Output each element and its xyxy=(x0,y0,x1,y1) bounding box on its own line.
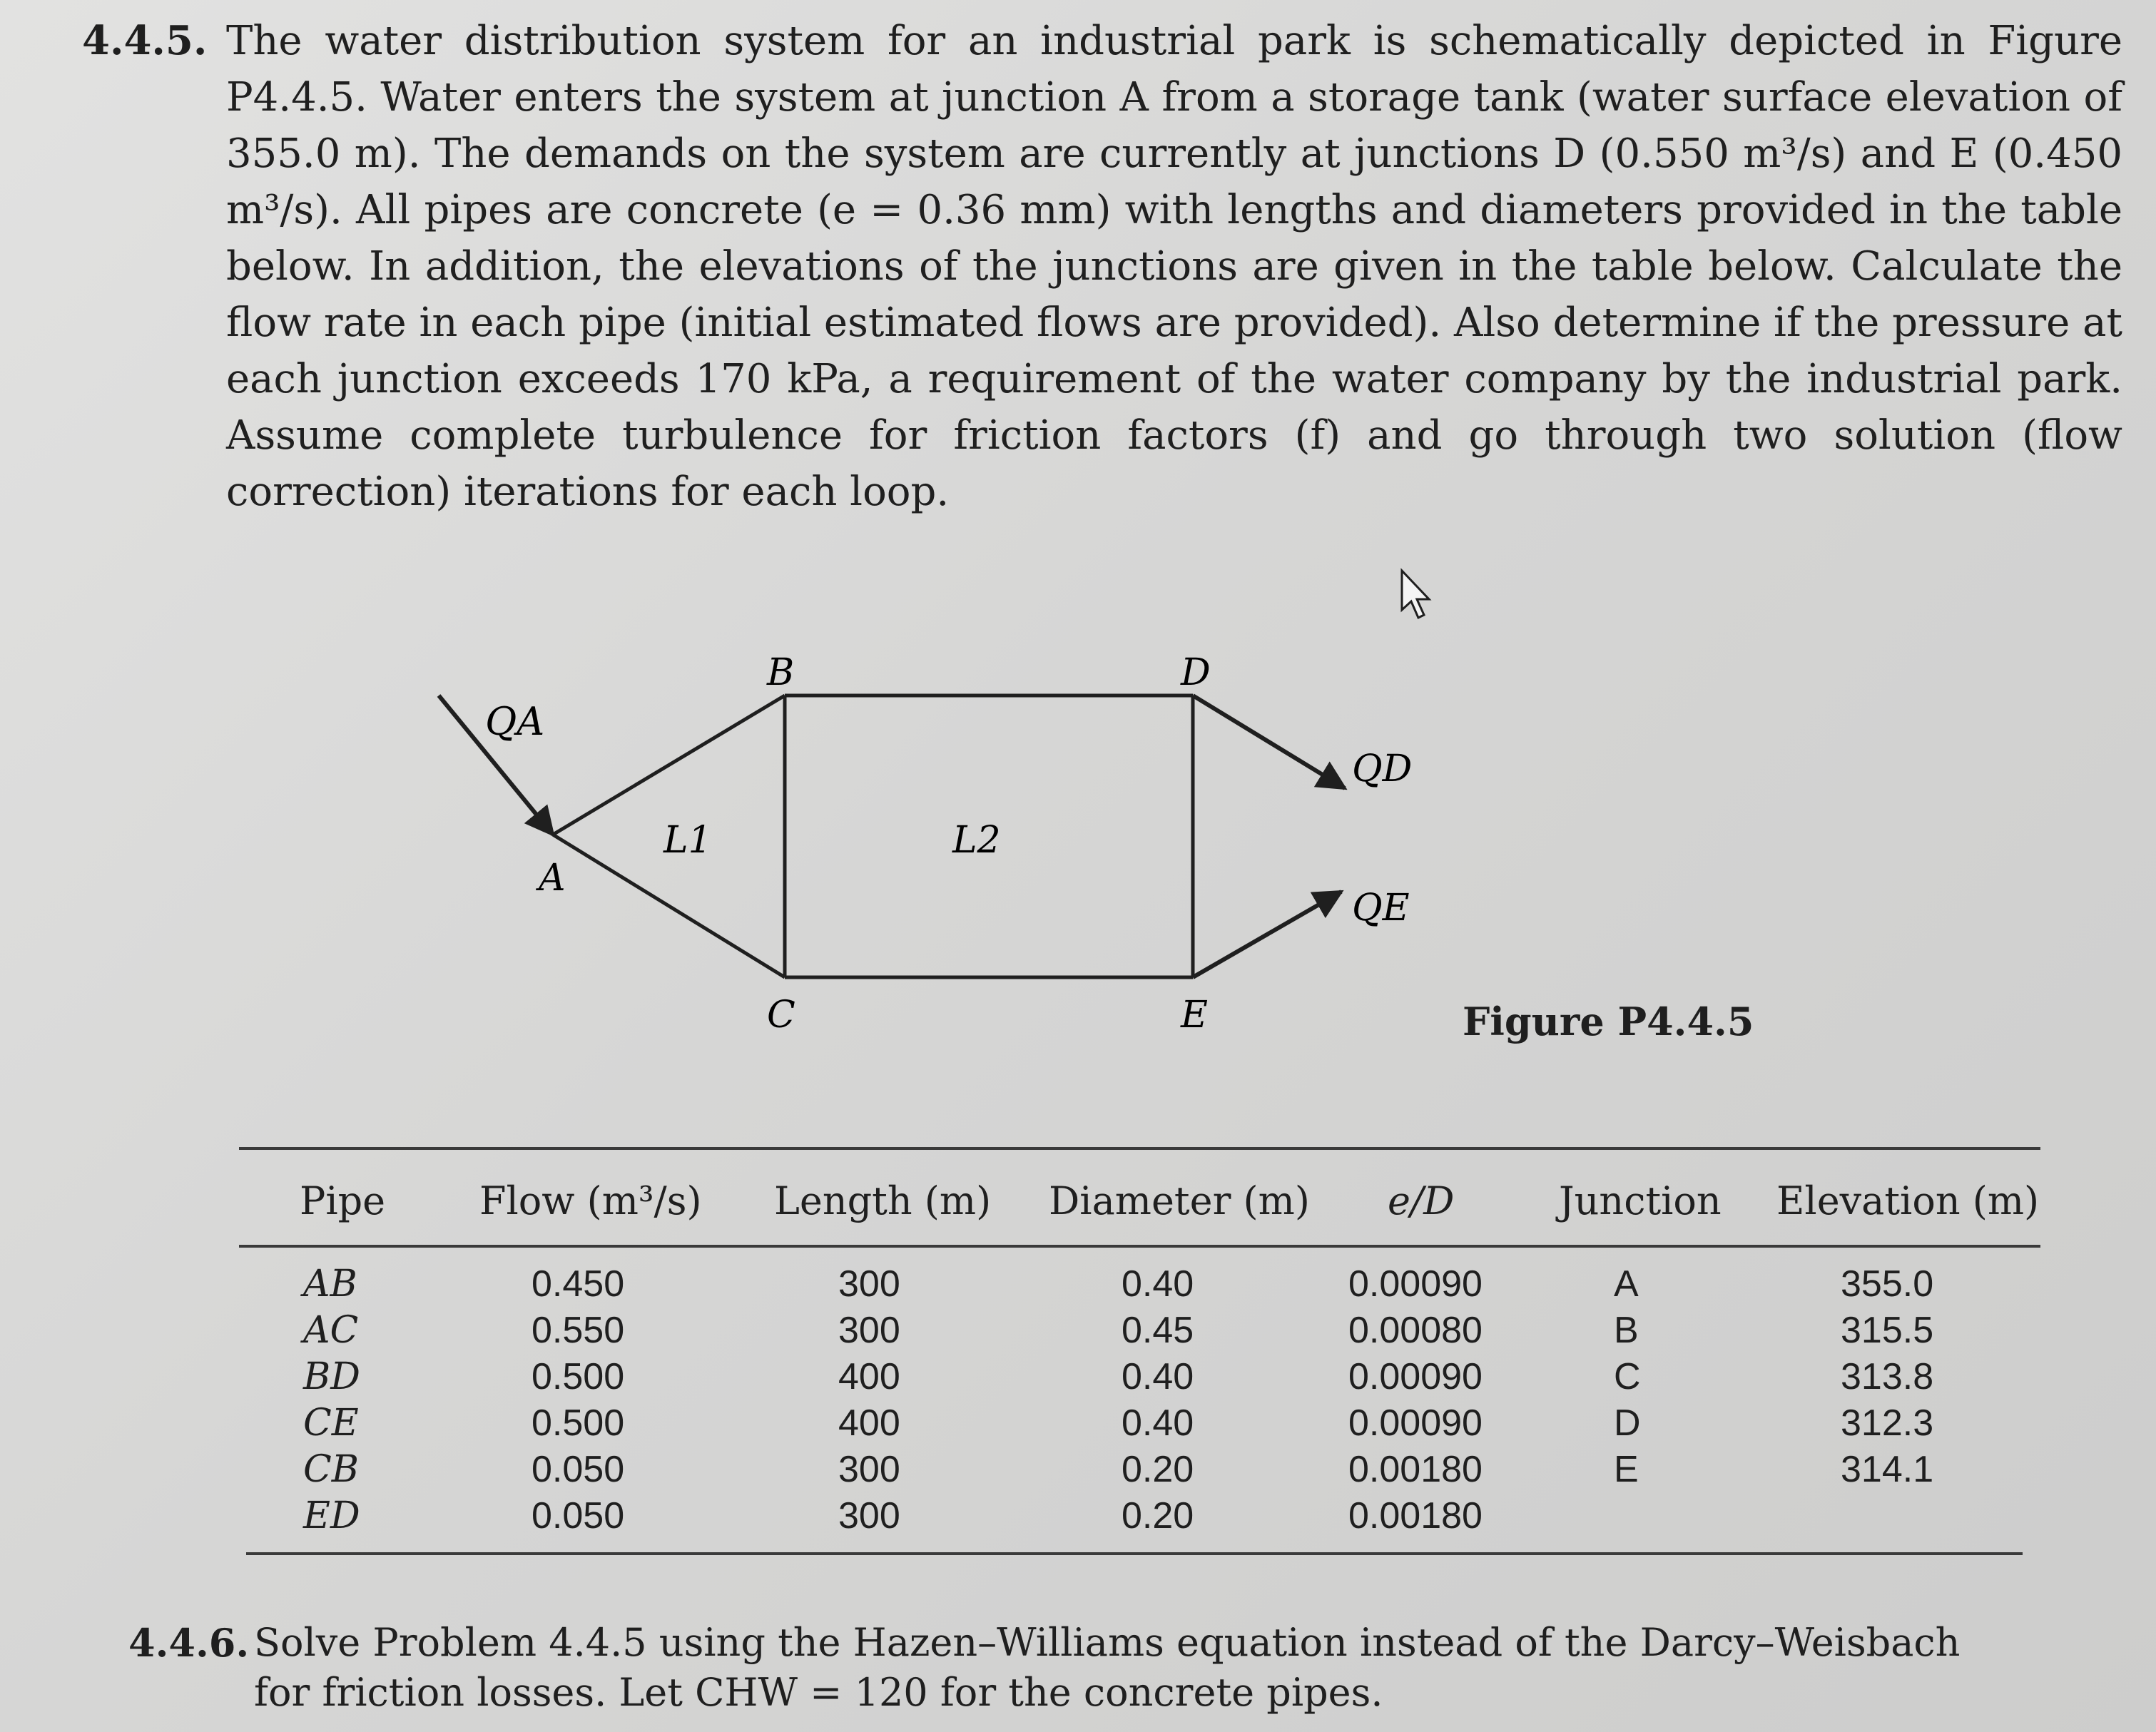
label-d: D xyxy=(1181,651,1211,694)
cell-length: 300 xyxy=(838,1449,900,1490)
header-diameter: Diameter (m) xyxy=(1049,1178,1310,1223)
cell-ed: 0.00090 xyxy=(1348,1402,1483,1444)
cell-elevation: 312.3 xyxy=(1841,1402,1934,1444)
outflow-arrow-qd xyxy=(1193,696,1345,788)
label-b: B xyxy=(767,651,795,694)
problem-text: Solve Problem 4.4.5 using the Hazen–Williams equation instead of the Darcy–Weisbach for friction losses. Let CHW = 120 for the concrete pipes. xyxy=(254,1620,1961,1715)
label-l2: L2 xyxy=(952,819,1001,862)
cell-elevation: 313.8 xyxy=(1841,1356,1934,1397)
pipe-ab xyxy=(553,696,785,835)
cell-ed: 0.00090 xyxy=(1348,1263,1483,1305)
label-qa: QA xyxy=(485,699,545,744)
header-elevation: Elevation (m) xyxy=(1776,1178,2040,1223)
cell-ed: 0.00180 xyxy=(1348,1449,1483,1490)
table-top-rule xyxy=(239,1147,2040,1150)
problem-number: 4.4.6. xyxy=(128,1620,250,1666)
problem-text: The water distribution system for an industrial park is schematically depicted in Figure P4.4.5. Water enters the system at junction A from a storage tank (water surface elevation of 355.0 m). The demands on the system are currently at junctions D (0.550 m³/s) and E (0.450 m³/s). All pipes are concrete (e = 0.36 mm) with lengths and diameters provided in the table below. In addition, the elevations of the junctions are given in the table below. Calculate the flow rate in each pipe (initial estimated flows are provided). Also determine if the pressure at each junction exceeds 170 kPa, a requirement of the water company by the industrial park. Assume complete turbulence for friction factors (f) and go through two solution (flow correction) iterations for each loop. xyxy=(226,18,2122,515)
cell-ed: 0.00180 xyxy=(1348,1495,1483,1537)
cell-flow: 0.450 xyxy=(532,1263,625,1305)
header-junction: Junction xyxy=(1559,1178,1722,1223)
cell-diameter: 0.20 xyxy=(1122,1495,1194,1537)
cell-junction: E xyxy=(1614,1449,1639,1490)
label-qd: QD xyxy=(1352,748,1413,790)
cell-elevation: 355.0 xyxy=(1841,1263,1934,1305)
cell-ed: 0.00080 xyxy=(1348,1310,1483,1351)
cell-flow: 0.550 xyxy=(532,1310,625,1351)
cell-length: 400 xyxy=(838,1356,900,1397)
cell-pipe: CB xyxy=(303,1448,359,1491)
cell-length: 300 xyxy=(838,1310,900,1351)
cell-length: 400 xyxy=(838,1402,900,1444)
figure-caption: Figure P4.4.5 xyxy=(1463,999,1754,1044)
mouse-cursor-icon xyxy=(1402,571,1429,618)
header-pipe: Pipe xyxy=(300,1178,386,1223)
cell-length: 300 xyxy=(838,1263,900,1305)
cell-flow: 0.500 xyxy=(532,1356,625,1397)
cell-junction: C xyxy=(1614,1356,1641,1397)
cell-diameter: 0.20 xyxy=(1122,1449,1194,1490)
cell-junction: B xyxy=(1614,1310,1639,1351)
cell-diameter: 0.45 xyxy=(1122,1310,1194,1351)
cell-flow: 0.500 xyxy=(532,1402,625,1444)
cell-junction: A xyxy=(1614,1263,1639,1305)
header-ed: e/D xyxy=(1388,1178,1455,1223)
cell-diameter: 0.40 xyxy=(1122,1402,1194,1444)
cell-pipe: CE xyxy=(303,1402,359,1445)
cell-elevation: 315.5 xyxy=(1841,1310,1934,1351)
cell-diameter: 0.40 xyxy=(1122,1263,1194,1305)
header-length: Length (m) xyxy=(774,1178,992,1223)
table-bottom-rule xyxy=(246,1552,2023,1555)
label-a: A xyxy=(539,857,566,900)
cell-pipe: AC xyxy=(303,1309,359,1352)
label-c: C xyxy=(767,994,795,1036)
table-header-rule xyxy=(239,1245,2040,1248)
cell-pipe: BD xyxy=(303,1355,360,1398)
problem-number: 4.4.5. xyxy=(82,17,208,64)
label-qe: QE xyxy=(1352,887,1410,929)
cell-elevation: 314.1 xyxy=(1841,1449,1934,1490)
problem-4-4-6 xyxy=(128,1618,2026,1718)
cell-pipe: AB xyxy=(303,1263,357,1305)
cell-junction: D xyxy=(1614,1402,1641,1444)
cell-length: 300 xyxy=(838,1495,900,1537)
cell-flow: 0.050 xyxy=(532,1449,625,1490)
cell-flow: 0.050 xyxy=(532,1495,625,1537)
label-e: E xyxy=(1181,994,1208,1036)
header-flow: Flow (m³/s) xyxy=(479,1178,702,1223)
outflow-arrow-qe xyxy=(1193,892,1341,977)
cell-ed: 0.00090 xyxy=(1348,1356,1483,1397)
cell-pipe: ED xyxy=(303,1494,360,1537)
cell-diameter: 0.40 xyxy=(1122,1356,1194,1397)
label-l1: L1 xyxy=(663,819,712,862)
